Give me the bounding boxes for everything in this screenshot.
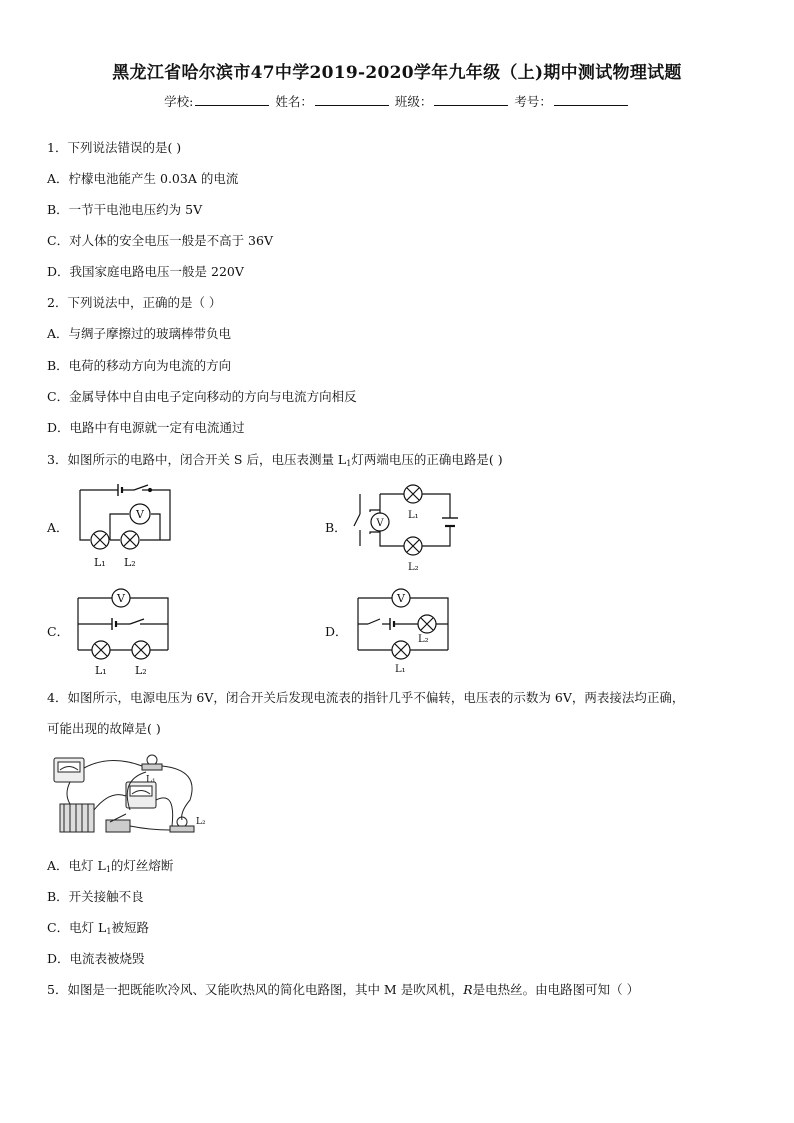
q1-option-a: A．柠檬电池能产生 0.03A 的电流	[47, 171, 239, 186]
q5-stem: 5．如图是一把既能吹冷风、又能吹热风的简化电路图，其中 M 是吹风机，R是电热丝。由电路图可知（ ）	[47, 982, 640, 997]
svg-text:L₂: L₂	[196, 817, 206, 827]
q3-option-c-label: C．	[47, 624, 70, 639]
q1-option-c: C．对人体的安全电压一般是不高于 36V	[47, 233, 273, 248]
name-label: 姓名：	[275, 94, 313, 109]
exam-number-blank[interactable]	[554, 93, 628, 106]
circuit-a-diagram[interactable]	[70, 480, 180, 575]
q4-option-b: B．开关接触不良	[47, 889, 144, 904]
svg-text:L₂: L₂	[418, 634, 429, 645]
q1-option-b: B．一节干电池电压约为 5V	[47, 202, 203, 217]
svg-text:L₂: L₂	[124, 556, 136, 569]
q4-option-d: D．电流表被烧毁	[47, 951, 145, 966]
q2-stem: 2．下列说法中，正确的是（ ）	[47, 295, 222, 310]
q2-option-b: B．电荷的移动方向为电流的方向	[47, 358, 232, 373]
name-blank[interactable]	[315, 93, 389, 106]
school-blank[interactable]	[195, 93, 269, 106]
circuit-d-diagram[interactable]	[350, 586, 460, 676]
svg-text:L₁: L₁	[395, 664, 406, 675]
class-blank[interactable]	[434, 93, 508, 106]
q4-option-c: C．电灯 $L_1$被短路	[47, 920, 149, 936]
exam-number-label: 考号：	[514, 94, 552, 109]
q3-stem: 3．如图所示的电路中，闭合开关 S 后，电压表测量 $L_1$灯两端电压的正确电路是( )	[47, 452, 503, 468]
q3-option-d-label: D．	[325, 624, 348, 639]
class-label: 班级：	[394, 94, 433, 109]
student-info-line	[0, 92, 794, 110]
svg-text:V: V	[136, 508, 144, 521]
svg-text:V: V	[117, 592, 125, 605]
svg-text:L₂: L₂	[135, 664, 147, 677]
q4-option-a: A．电灯 $L_1$的灯丝熔断	[47, 858, 174, 874]
svg-text:V: V	[397, 592, 405, 605]
q3-option-a-label: A．	[47, 520, 69, 535]
svg-text:L₁: L₁	[95, 664, 107, 677]
q1-option-d: D．我国家庭电路电压一般是 220V	[47, 264, 244, 279]
q1-stem: 1．下列说法错误的是( )	[47, 140, 182, 155]
svg-text:L₁: L₁	[146, 775, 156, 785]
svg-text:V: V	[376, 518, 384, 529]
circuit-c-diagram[interactable]	[70, 586, 180, 676]
svg-text:L₁: L₁	[94, 556, 106, 569]
q4-stem-line2: 可能出现的故障是( )	[47, 721, 161, 736]
q3-option-b-label: B．	[325, 520, 347, 535]
page-title: 黑龙江省哈尔滨市47中学2019-2020学年九年级（上)期中测试物理试题	[112, 63, 682, 83]
q2-option-a: A．与绸子摩擦过的玻璃棒带负电	[47, 326, 232, 341]
svg-text:L₁: L₁	[408, 510, 419, 521]
q2-option-d: D．电路中有电源就一定有电流通过	[47, 420, 245, 435]
school-label: 学校:	[164, 94, 194, 109]
q4-stem-line1: 4．如图所示，电源电压为 6V，闭合开关后发现电流表的指针几乎不偏转，电压表的示数为 6V，两表接法均正确，	[47, 690, 685, 705]
q2-option-c: C．金属导体中自由电子定向移动的方向与电流方向相反	[47, 389, 357, 404]
svg-text:L₂: L₂	[408, 562, 419, 573]
circuit-b-diagram[interactable]	[350, 484, 465, 574]
q4-apparatus-figure[interactable]	[50, 750, 220, 840]
